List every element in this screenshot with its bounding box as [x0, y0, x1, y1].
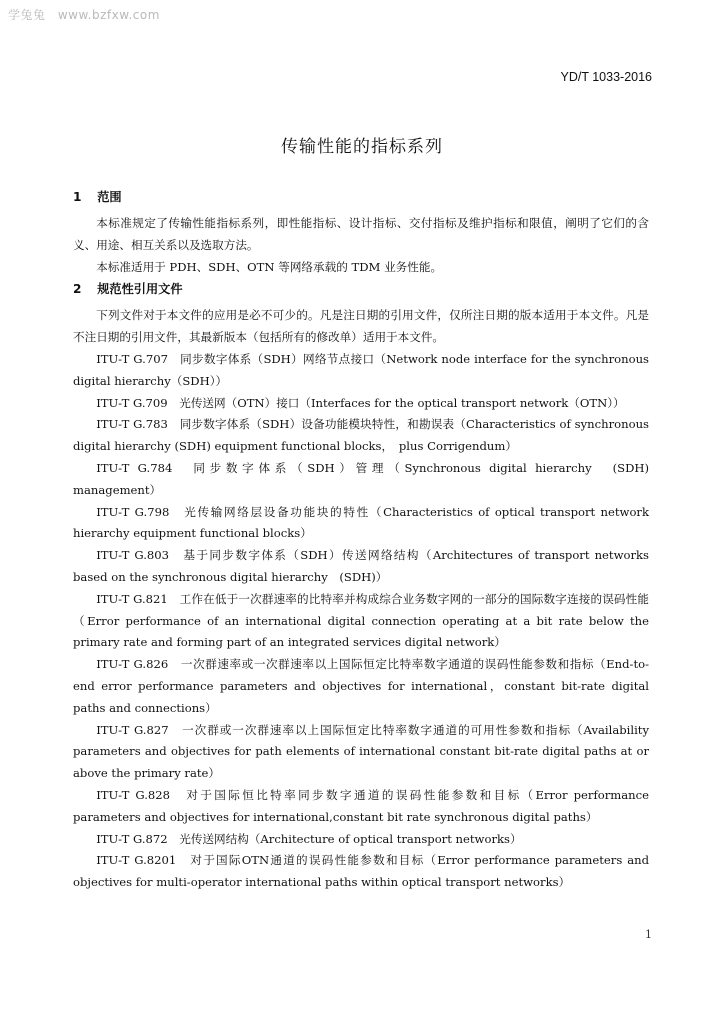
reference-item: ITU-T G.872 光传送网结构（Architecture of optical transport networks）	[96, 831, 522, 846]
reference-item: ITU-T G.784 同步数字体系（SDH）管理（Synchronous digital hierarchy (SDH) management）	[73, 460, 661, 497]
reference-item: ITU-T G.828 对于国际恒比特率同步数字通道的误码性能参数和目标（Error performance parameters and objectives for international,constant bit rate synchronous digital paths）	[73, 787, 649, 824]
paragraph: 本标准规定了传输性能指标系列，即性能指标、设计指标、交付指标及维护指标和限值，阐明了它们的含义、用途、相互关系以及选取方法。	[73, 216, 649, 252]
section-number: 2	[73, 282, 82, 297]
reference-item: ITU-T G.827 一次群或一次群速率以上国际恒定比特率数字通道的可用性参数和指标（Availability parameters and objectives for path elements of international constant bit-rate digital paths at or above the primary rate）	[73, 722, 649, 781]
paragraph: 下列文件对于本文件的应用是必不可少的。凡是注日期的引用文件，仅所注日期的版本适用于本文件。凡是不注日期的引用文件，其最新版本（包括所有的修改单）适用于本文件。	[73, 308, 649, 345]
reference-item: ITU-T G.707 同步数字体系（SDH）网络节点接口（Network node interface for the synchronous digital hierarchy（SDH））	[73, 351, 649, 388]
reference-item: ITU-T G.826 一次群速率或一次群速率以上国际恒定比特率数字通道的误码性能参数和指标（End-to-end error performance parameters and objectives for international，constant bit-rate digital paths and connections）	[73, 657, 649, 715]
reference-item: ITU-T G.798 光传输网络层设备功能块的特性（Characteristics of optical transport network hierarchy equipment functional blocks）	[73, 504, 649, 541]
section-heading	[73, 186, 649, 208]
reference-item: ITU-T G.783 同步数字体系（SDH）设备功能模块特性，和勘误表（Characteristics of synchronous digital hierarchy (SDH) equipment functional blocks， plus Corrigendum）	[73, 417, 649, 454]
page-number: 1	[645, 928, 652, 941]
watermark-site-url: www.bzfxw.com	[57, 8, 160, 22]
watermark	[8, 6, 168, 23]
section-title: 范围	[97, 190, 122, 204]
watermark-site-name: 学兔兔	[8, 8, 46, 22]
section-normative-references	[73, 278, 661, 894]
reference-item: ITU-T G.8201 对于国际OTN通道的误码性能参数和目标（Error performance parameters and objectives for multi-operator international paths within optical transport networks）	[73, 853, 649, 890]
paragraph: 本标准适用于 PDH、SDH、OTN 等网络承载的 TDM 业务性能。	[96, 259, 443, 274]
document-title: 传输性能的指标系列	[281, 137, 443, 157]
reference-item: ITU-T G.709 光传送网（OTN）接口（Interfaces for the optical transport network（OTN））	[96, 395, 625, 410]
section-title: 规范性引用文件	[97, 282, 183, 297]
section-scope	[73, 186, 649, 278]
document-code: YD/T 1033-2016	[560, 70, 652, 84]
reference-item: ITU-T G.821 工作在低于一次群速率的比特率并构成综合业务数字网的一部分的国际数字连接的误码性能（Error performance of an international digital connection operating at a bit rate below the primary rate and forming part of an integrated services digital network）	[73, 591, 649, 650]
document-body	[73, 186, 661, 894]
section-number: 1	[73, 190, 82, 204]
section-heading	[73, 278, 649, 300]
reference-item: ITU-T G.803 基于同步数字体系（SDH）传送网络结构（Architectures of transport networks based on the synchronous digital hierarchy (SDH)）	[73, 548, 649, 584]
